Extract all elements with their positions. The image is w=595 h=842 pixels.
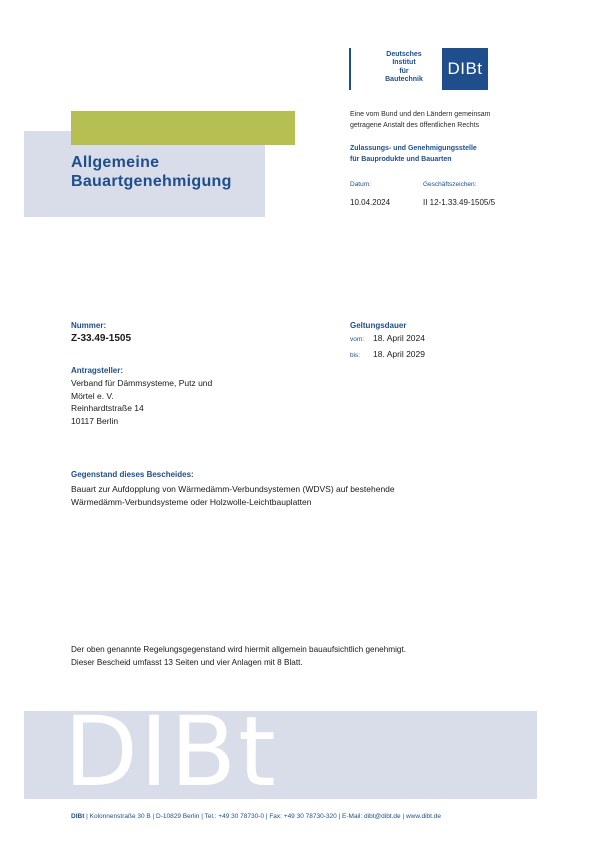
institute-name-line: Deutsches <box>386 51 422 58</box>
document-title-line: Allgemeine <box>71 154 160 171</box>
number-label: Nummer: <box>71 321 107 330</box>
footer-dibt-logo: DIBt <box>64 696 278 808</box>
reference-label: Geschäftszeichen: <box>423 181 477 188</box>
applicant-label: Antragsteller: <box>71 366 124 375</box>
applicant-line: Verband für Dämmsysteme, Putz und <box>71 378 213 388</box>
footer-brand: DIBt <box>71 813 85 820</box>
subject-line: Wärmedämm-Verbundsysteme oder Holzwolle-Leichtbauplatten <box>71 496 312 507</box>
title-accent-bar <box>71 111 295 145</box>
validity-from-row <box>350 333 425 349</box>
logo-divider <box>349 48 351 90</box>
validity-to-row <box>350 349 425 365</box>
validity-to-label: bis: <box>350 352 361 359</box>
agency-description-line: getragene Anstalt des öffentlichen Rechts <box>350 122 480 129</box>
approval-line: Der oben genannte Regelungsgegenstand wird hiermit allgemein bauaufsichtlich genehmigt. <box>71 645 406 654</box>
date-value: 10.04.2024 <box>350 198 391 207</box>
institute-name <box>371 51 437 85</box>
institute-name-line: Bautechnik <box>385 76 423 84</box>
validity-from-value: 18. April 2024 <box>373 333 425 343</box>
institute-name-line: Institut <box>392 59 416 67</box>
reference-value: II 12-1.33.49-1505/5 <box>423 198 496 207</box>
agency-description <box>350 109 490 131</box>
subject-text <box>71 483 395 508</box>
number-value: Z-33.49-1505 <box>71 333 132 344</box>
approval-line: Dieser Bescheid umfasst 13 Seiten und vier Anlagen mit 8 Blatt. <box>71 657 303 667</box>
validity-from-label: vom: <box>350 336 365 343</box>
agency-department-line: Zulassungs- und Genehmigungsstelle <box>350 145 477 152</box>
applicant-line: 10117 Berlin <box>71 415 119 426</box>
applicant-address <box>71 377 212 427</box>
dibt-logo: DIBt <box>442 48 488 90</box>
validity-dates <box>350 333 425 365</box>
applicant-line: Reinhardtstraße 14 <box>71 403 144 413</box>
applicant-line: Mörtel e. V. <box>71 390 114 401</box>
document-title <box>71 153 232 191</box>
agency-department-line: für Bauprodukte und Bauarten <box>350 156 452 163</box>
agency-description-line: Eine vom Bund und den Ländern gemeinsam <box>350 111 491 118</box>
footer-contact <box>71 813 441 820</box>
approval-statement <box>71 644 406 669</box>
footer-contact-details: | Kolonnenstraße 30 B | D-10829 Berlin | Tel.: +49 30 78730-0 | Fax: +49 30 78730-320 | E-Mail: dibt@dibt.de | www.dibt.de <box>86 813 441 820</box>
date-label: Datum: <box>350 181 371 188</box>
document-title-line: Bauartgenehmigung <box>71 173 232 190</box>
validity-label: Geltungsdauer <box>350 321 407 330</box>
agency-department <box>350 143 477 165</box>
validity-to-value: 18. April 2029 <box>373 349 425 359</box>
subject-line: Bauart zur Aufdopplung von Wärmedämm-Verbundsystemen (WDVS) auf bestehende <box>71 484 395 494</box>
institute-name-line: für <box>399 67 409 75</box>
subject-label: Gegenstand dieses Bescheides: <box>71 470 194 479</box>
